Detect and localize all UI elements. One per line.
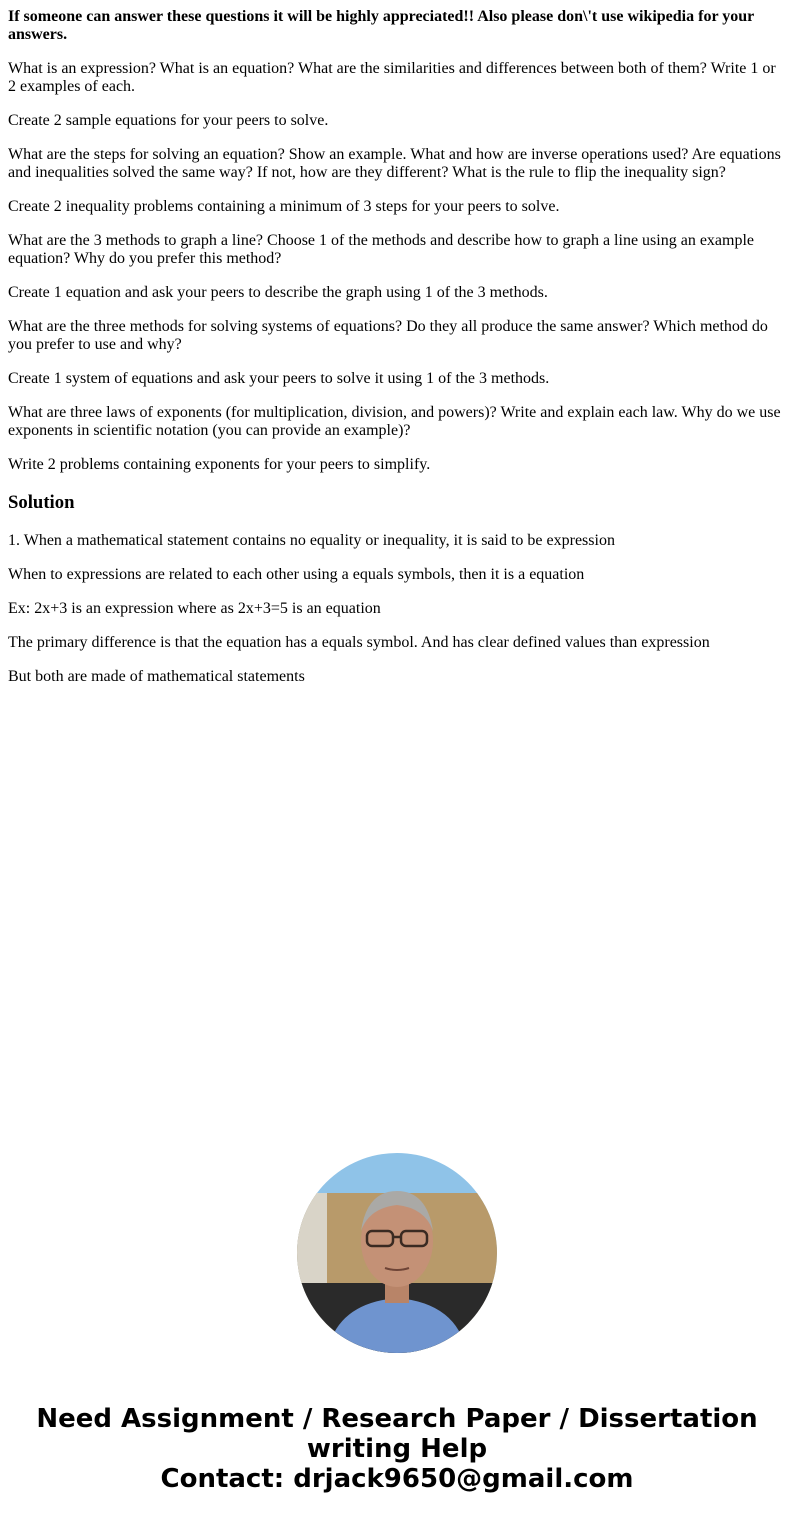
question-paragraph: Create 1 equation and ask your peers to describe the graph using 1 of the 3 methods.: [8, 284, 548, 301]
question-paragraph: What are the three methods for solving systems of equations? Do they all produce the same answer? Which method do you prefer to use and why?: [8, 318, 768, 353]
question-paragraph: What is an expression? What is an equation? What are the similarities and differences between both of them? Write 1 or 2 examples of each.: [8, 60, 776, 95]
question-paragraph: Write 2 problems containing exponents for your peers to simplify.: [8, 456, 431, 473]
question-paragraph: Create 2 sample equations for your peers to solve.: [8, 112, 329, 129]
contact-footer: [0, 1404, 794, 1494]
author-photo: [297, 1153, 497, 1353]
footer-help-text: Need Assignment / Research Paper / Dissertation writing Help: [36, 1404, 758, 1464]
solution-paragraph: The primary difference is that the equation has a equals symbol. And has clear defined values than expression: [8, 634, 710, 651]
question-paragraph: Create 2 inequality problems containing a minimum of 3 steps for your peers to solve.: [8, 198, 560, 215]
question-paragraph: Create 1 system of equations and ask your peers to solve it using 1 of the 3 methods.: [8, 370, 550, 387]
footer-contact-email: Contact: drjack9650@gmail.com: [160, 1464, 634, 1494]
solution-paragraph: Ex: 2x+3 is an expression where as 2x+3=5 is an equation: [8, 600, 381, 617]
question-paragraph: What are the 3 methods to graph a line? Choose 1 of the methods and describe how to graph a line using an example equation? Why do you prefer this method?: [8, 232, 755, 267]
question-title: If someone can answer these questions it will be highly appreciated!! Also please don\'t use wikipedia for your answers.: [8, 8, 754, 43]
solution-paragraph: 1. When a mathematical statement contains no equality or inequality, it is said to be expression: [8, 532, 615, 549]
solution-paragraph: When to expressions are related to each other using a equals symbols, then it is a equation: [8, 566, 585, 583]
question-paragraph: What are three laws of exponents (for multiplication, division, and powers)? Write and explain each law. Why do we use exponents in scientific notation (you can provide an example)?: [8, 404, 781, 439]
solution-paragraph: But both are made of mathematical statements: [8, 668, 305, 685]
question-paragraph: What are the steps for solving an equation? Show an example. What and how are inverse operations used? Are equations and inequalities solved the same way? If not, how are they different? What is the rule to flip the inequality sign?: [8, 146, 781, 181]
document: [0, 0, 794, 686]
solution-heading: Solution: [8, 492, 75, 513]
